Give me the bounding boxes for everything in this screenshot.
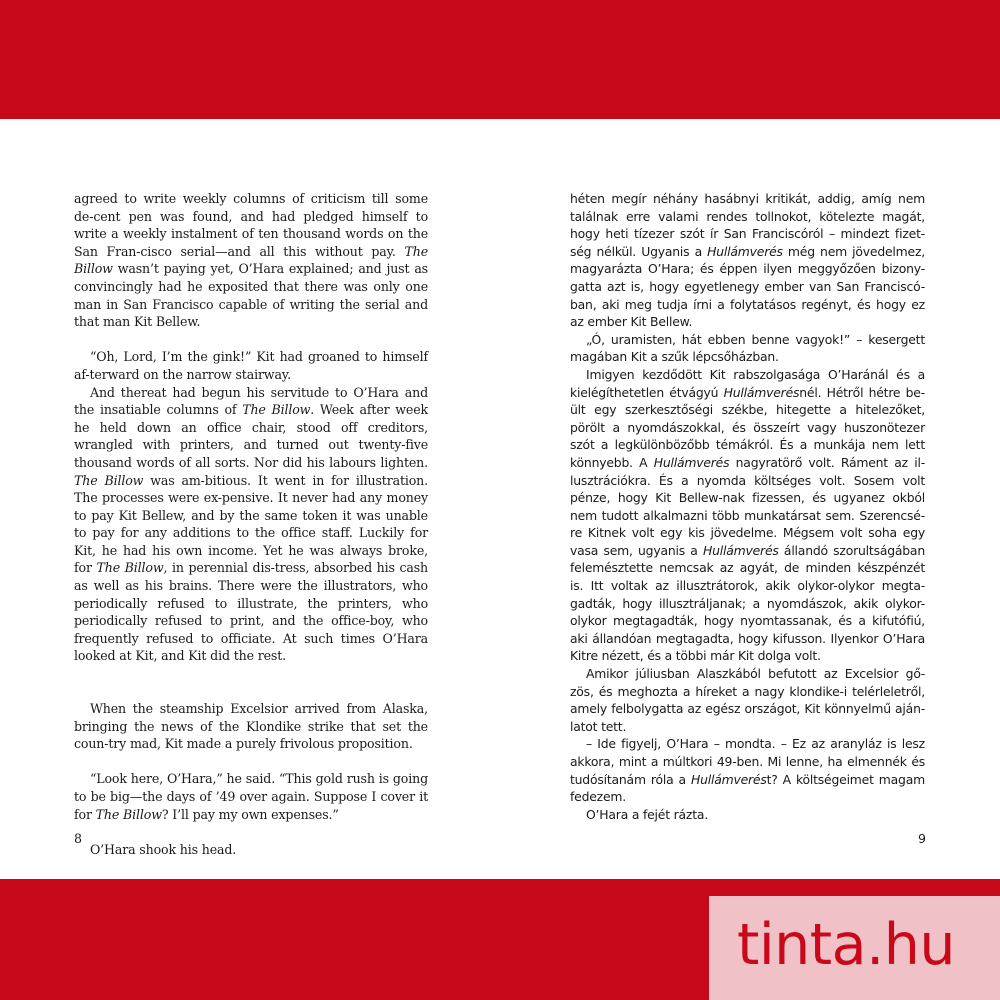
top-red-band bbox=[0, 0, 1000, 119]
watermark-logo-text: tinta.hu bbox=[737, 912, 955, 978]
paragraph: “Oh, Lord, I’m the gink!” Kit had groaned to himself af-terward on the narrow stairway. bbox=[74, 349, 428, 382]
paragraph: “Look here, O’Hara,” he said. “This gold rush is going to be big—the days of ’49 over again. Suppose I cover it for The Billow? I’ll pay my own expenses.” bbox=[74, 771, 428, 822]
paragraph: Imigyen kezdődött Kit rabszolgasága O’Haránál és a kielégíthetetlen étvágyú Hullámverésnél. Hétről hétre be-ült egy szerkesztőségi székbe, hitegette a hitelezőket, pörölt a nyomdászokkal, és összeírt vagy huszonötezer szót a legkülönbözőbb témákról. És a munkája nem lett könnyebb. A Hullámverés nagyratörő volt. Ráment az il-lusztrációkra. És a nyomda költséges volt. Sosem volt pénze, hogy Kit Bellew-nak fizessen, és ugyanez okból nem tudott alkalmazni több munkatársat sem. Szerencsé-re Kitnek volt egy kis jövedelme. Mégsem volt soha egy vasa sem, ugyanis a Hullámverés állandó szorultságában felemésztette nemcsak az agyát, de minden készpénzét is. Itt voltak az illusztrátorok, akik olykor-olykor megta-gadták, hogy illusztráljanak; a nyomdászok, akik olykor-olykor megtagadták, hogy nyomtassanak, és a kifutófiú, aki állandóan megtagadta, hogy kifusson. Ilyenkor O’Hara Kitre nézett, és a többi már Kit dolga volt. bbox=[570, 366, 925, 664]
paragraph: Amikor júliusban Alaszkából befutott az Excelsior gő-zös, és meghozta a híreket a nagy klondike-i telérleletről, amely felbolygatta az egész országot, Kit könnyelmű aján-latot tett. bbox=[570, 666, 925, 734]
paragraph: – Ide figyelj, O’Hara – mondta. – Ez az aranyláz is lesz akkora, mint a múltkori 49-ben. Mi lenne, ha elmennék és tudósítanám róla a Hullámverést? A költségeimet magam fedezem. bbox=[570, 736, 925, 805]
watermark-box bbox=[709, 896, 1000, 1000]
paragraph: When the steamship Excelsior arrived from Alaska, bringing the news of the Klondike strike that set the coun-try mad, Kit made a purely frivolous proposition. bbox=[74, 701, 428, 752]
left-page-text bbox=[74, 190, 428, 858]
paragraph: And thereat had begun his servitude to O’Hara and the insatiable columns of The Billow. Week after week he held down an office chair, stood off creditors, wrangled with printers, and turned out twenty-five thousand words of all sorts. Nor did his labours lighten. The Billow was am-bitious. It went in for illustration. The processes were ex-pensive. It never had any money to pay Kit Bellew, and by the same token it was unable to pay for any additions to the office staff. Luckily for Kit, he had his own income. Yet he was always broke, for The Billow, in perennial dis-tress, absorbed his cash as well as his brains. There were the illustrators, who periodically refused to illustrate, the printers, who periodically refused to print, and the office-boy, who frequently refused to officiate. At such times O’Hara looked at Kit, and Kit did the rest. bbox=[74, 384, 429, 664]
paragraph: „Ó, uramisten, hát ebben benne vagyok!” – kesergett magában Kit a szűk lépcsőházban. bbox=[570, 331, 925, 365]
page-number-right: 9 bbox=[918, 831, 927, 846]
right-page-text bbox=[570, 190, 925, 823]
paragraph: agreed to write weekly columns of criticism till some de-cent pen was found, and had pledged himself to write a weekly instalment of ten thousand words on the San Fran-cisco serial—and all this without pay. The Billow wasn’t paying yet, O’Hara explained; and just as convincingly had he exposited that there was only one man in San Francisco capable of writing the serial and that man Kit Bellew. bbox=[74, 191, 429, 330]
paragraph: O’Hara a fejét rázta. bbox=[586, 806, 708, 822]
paragraph: O’Hara shook his head. bbox=[90, 841, 237, 857]
paragraph: héten megír néhány hasábnyi kritikát, addig, amíg nem találnak erre valami rendes tollnokot, kötelezte magát, hogy heti tízezer szót ír San Franciscóról – mindezt fizet-ség nélkül. Ugyanis a Hullámverés még nem jövedelmez, magyarázta O’Hara; és éppen ilyen meggyőzően bizony-gatta azt is, hogy egyetlenegy ember van San Franciscó-ban, aki meg tudja írni a folytatásos regényt, és hogy ez az ember Kit Bellew. bbox=[570, 191, 925, 330]
page-number-left: 8 bbox=[74, 831, 83, 846]
